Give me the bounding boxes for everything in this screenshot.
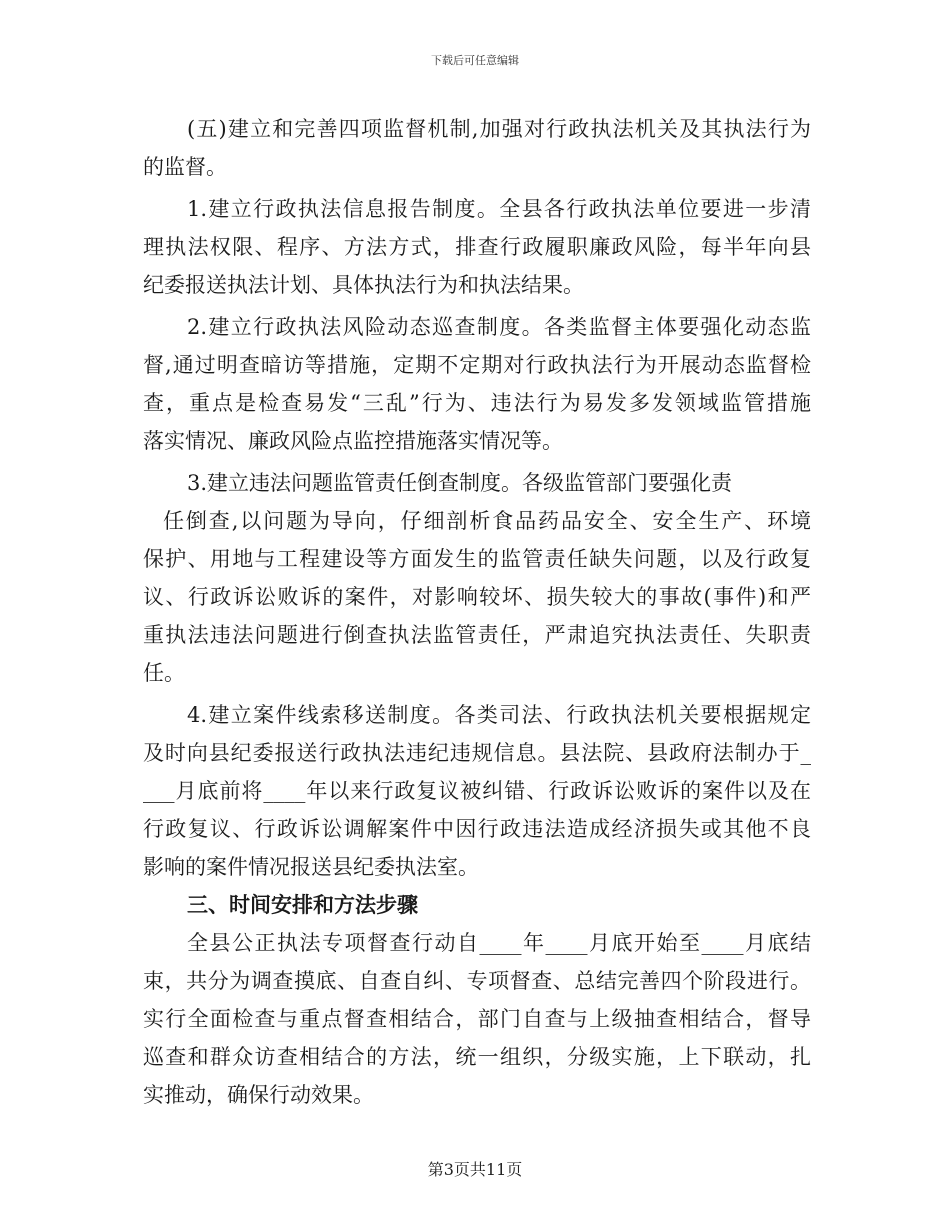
text-line: 督,通过明查暗访等措施，定期不定期对行政执法行为开展动态监督检: [143, 353, 811, 377]
text-line: 任倒查,以问题为导向，仔细剖析食品药品安全、安全生产、环境: [163, 509, 811, 533]
section-heading: [143, 886, 811, 924]
text-line: 4.建立案件线索移送制度。各类司法、行政执法机关要根据规定: [187, 703, 811, 727]
text-line: 的监督。: [143, 155, 227, 179]
text-line: 巡查和群众访查相结合的方法，统一组织，分级实施，上下联动，扎: [143, 1045, 811, 1069]
text-line: (五)建立和完善四项监督机制,加强对行政执法机关及其执法行为: [187, 117, 811, 141]
text-line: 议、行政诉讼败诉的案件，对影响较坏、损失较大的事故(事件)和严: [143, 585, 811, 609]
section-title: 三、时间安排和方法步骤: [187, 892, 418, 917]
paragraph-item-3: [143, 464, 811, 692]
text-line: ___月底前将____年以来行政复议被纠错、行政诉讼败诉的案件以及在: [143, 779, 811, 803]
paragraph-item-4: [143, 696, 811, 886]
paragraph-item-2: [143, 308, 811, 460]
document-body: [143, 110, 811, 1114]
text-line: 理执法权限、程序、方法方式，排查行政履职廉政风险，每半年向县: [143, 235, 811, 259]
text-line: 落实情况、廉政风险点监控措施落实情况等。: [143, 429, 563, 453]
text-line: 3.建立违法问题监管责任倒查制度。各级监管部门要强化责: [187, 471, 733, 495]
text-line: 全县公正执法专项督查行动自____年____月底开始至____月底结: [187, 931, 811, 955]
text-line: 2.建立行政执法风险动态巡查制度。各类监督主体要强化动态监: [187, 315, 811, 339]
paragraph-item-1: [143, 190, 811, 304]
text-line: 查，重点是检查易发“三乱”行为、违法行为易发多发领域监管措施: [143, 391, 811, 415]
text-line: 影响的案件情况报送县纪委执法室。: [143, 855, 479, 879]
paragraph-5-intro: [143, 110, 811, 186]
text-line: 束，共分为调查摸底、自查自纠、专项督查、总结完善四个阶段进行。: [143, 969, 811, 993]
text-line: 及时向县纪委报送行政执法违纪违规信息。县法院、县政府法制办于_: [143, 741, 811, 765]
text-line: 保护、用地与工程建设等方面发生的监管责任缺失问题，以及行政复: [143, 547, 811, 571]
page-number: 第3页共11页: [427, 1160, 523, 1179]
paragraph-schedule: [143, 924, 811, 1114]
text-line: 实行全面检查与重点督查相结合，部门自查与上级抽查相结合，督导: [143, 1007, 811, 1031]
page-header: 下载后可任意编辑: [431, 54, 519, 67]
text-line: 纪委报送执法计划、具体执法行为和执法结果。: [143, 273, 584, 297]
text-line: 行政复议、行政诉讼调解案件中因行政违法造成经济损失或其他不良: [143, 817, 811, 841]
text-line: 实推动，确保行动效果。: [143, 1083, 374, 1107]
text-line: 重执法违法问题进行倒查执法监管责任，严肃追究执法责任、失职责: [143, 623, 811, 647]
text-line: 任。: [143, 661, 185, 685]
text-line: 1.建立行政执法信息报告制度。全县各行政执法单位要进一步清: [187, 197, 811, 221]
